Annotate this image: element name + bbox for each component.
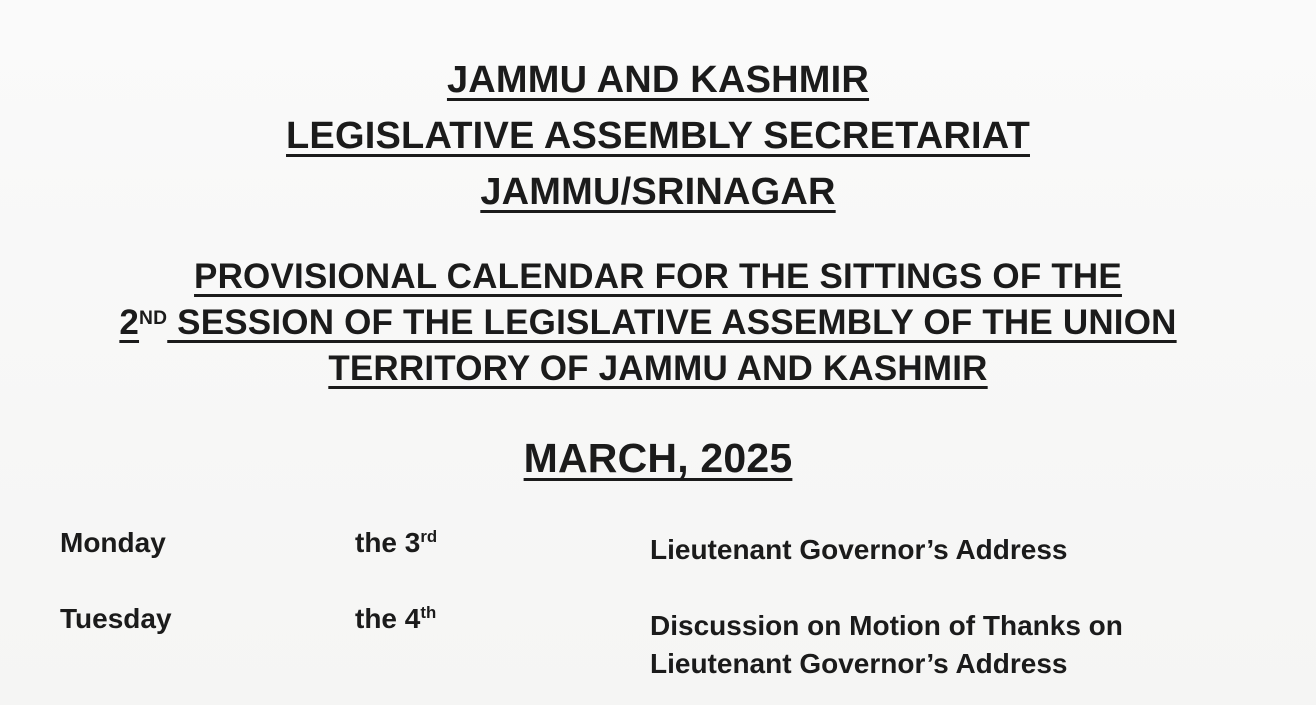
title-line-2-number: 2 bbox=[119, 303, 140, 342]
header-line-3: JAMMU/SRINAGAR bbox=[480, 171, 836, 213]
title-line-3: TERRITORY OF JAMMU AND KASHMIR bbox=[328, 349, 988, 388]
schedule-date-ordinal: rd bbox=[420, 527, 438, 546]
schedule-event-line: Discussion on Motion of Thanks on bbox=[650, 610, 1123, 641]
title-line-2-ordinal: ND bbox=[139, 308, 168, 329]
schedule-date-number: the 3 bbox=[355, 527, 421, 558]
title-line-2-rest: SESSION OF THE LEGISLATIVE ASSEMBLY OF THE UNION bbox=[167, 303, 1177, 342]
schedule-event bbox=[650, 607, 1123, 683]
schedule-date-number: the 4 bbox=[355, 603, 421, 634]
schedule-date-ordinal: th bbox=[420, 603, 437, 622]
schedule-date bbox=[355, 524, 437, 562]
schedule-event-line: Lieutenant Governor’s Address bbox=[650, 534, 1068, 565]
schedule-date bbox=[355, 600, 436, 638]
schedule-day: Tuesday bbox=[60, 603, 172, 634]
schedule-day: Monday bbox=[60, 527, 166, 558]
schedule-event bbox=[650, 531, 1068, 569]
title-line-1: PROVISIONAL CALENDAR FOR THE SITTINGS OF THE bbox=[194, 257, 1122, 296]
header-line-2: LEGISLATIVE ASSEMBLY SECRETARIAT bbox=[286, 115, 1030, 157]
schedule-event-line: Lieutenant Governor’s Address bbox=[650, 648, 1068, 679]
month-label: MARCH, 2025 bbox=[523, 435, 793, 481]
header-line-1: JAMMU AND KASHMIR bbox=[446, 59, 870, 101]
